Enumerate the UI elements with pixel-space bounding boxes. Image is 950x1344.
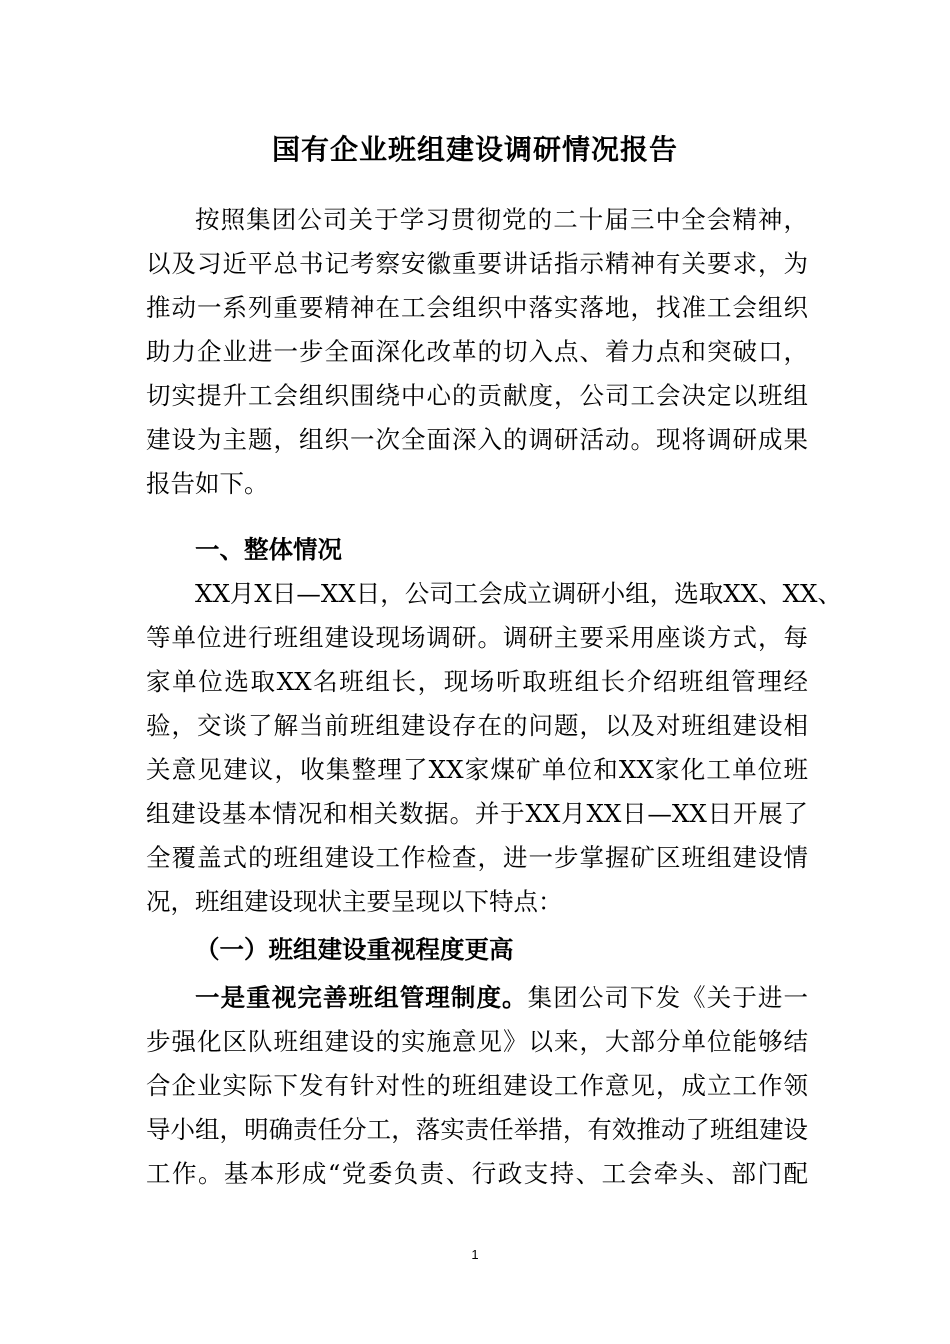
- paragraph-line: 合企业实际下发有针对性的班组建设工作意见，成立工作领: [146, 1071, 808, 1100]
- paragraph-line: 助力企业进一步全面深化改革的切入点、着力点和突破口，: [146, 337, 808, 366]
- paragraph-line: 按照集团公司关于学习贯彻党的二十届三中全会精神，: [195, 205, 808, 234]
- paragraph-line: 况，班组建设现状主要呈现以下特点：: [146, 887, 563, 916]
- paragraph-line: 推动一系列重要精神在工会组织中落实落地，找准工会组织: [146, 293, 808, 322]
- paragraph-line: 报告如下。: [146, 469, 269, 498]
- paragraph-line: 组建设基本情况和相关数据。并于XX月XX日—XX日开展了: [146, 799, 808, 828]
- paragraph-line: 全覆盖式的班组建设工作检查，进一步掌握矿区班组建设情: [146, 843, 808, 872]
- paragraph-line: 关意见建议，收集整理了XX家煤矿单位和XX家化工单位班: [146, 755, 808, 784]
- paragraph-line: 家单位选取XX名班组长，现场听取班组长介绍班组管理经: [146, 667, 808, 696]
- paragraph-text: 集团公司下发《关于进一: [527, 983, 809, 1012]
- paragraph-line: 切实提升工会组织围绕中心的贡献度，公司工会决定以班组: [146, 381, 808, 410]
- section-heading: 一、整体情况: [195, 535, 342, 564]
- paragraph-line: [195, 976, 808, 1020]
- paragraph-line: 工作。基本形成“党委负责、行政支持、工会牵头、部门配: [146, 1159, 808, 1188]
- document-title: 国有企业班组建设调研情况报告: [271, 133, 678, 166]
- paragraph-lead: 一是重视完善班组管理制度。: [195, 983, 528, 1012]
- page-number: 1: [471, 1247, 479, 1262]
- paragraph-line: 验，交谈了解当前班组建设存在的问题，以及对班组建设相: [146, 711, 808, 740]
- paragraph-line: 等单位进行班组建设现场调研。调研主要采用座谈方式，每: [146, 623, 808, 652]
- paragraph-line: 以及习近平总书记考察安徽重要讲话指示精神有关要求，为: [146, 249, 808, 278]
- paragraph-line: 导小组，明确责任分工，落实责任举措，有效推动了班组建设: [146, 1115, 808, 1144]
- paragraph-line: 建设为主题，组织一次全面深入的调研活动。现将调研成果: [146, 425, 808, 454]
- subsection-heading: （一）班组建设重视程度更高: [195, 935, 514, 964]
- paragraph-line: 步强化区队班组建设的实施意见》以来，大部分单位能够结: [146, 1027, 808, 1056]
- paragraph-line: XX月X日—XX日，公司工会成立调研小组，选取XX、XX、: [195, 579, 842, 608]
